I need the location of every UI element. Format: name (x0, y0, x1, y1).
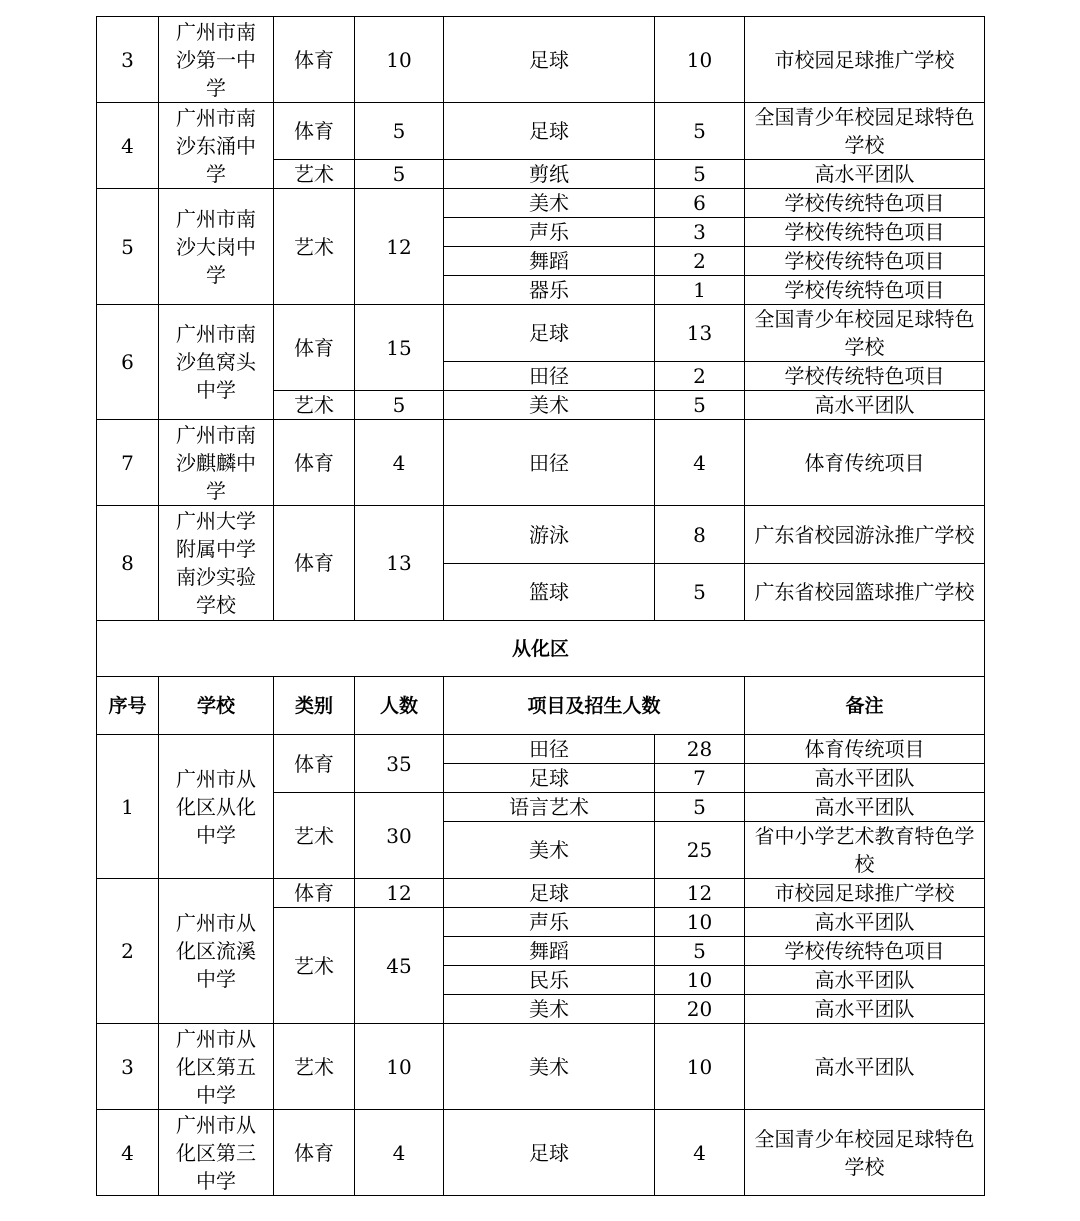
district-row (97, 621, 985, 677)
student-count: 13 (355, 506, 444, 621)
project: 舞蹈 (444, 247, 655, 276)
project: 足球 (444, 764, 655, 793)
student-count: 30 (355, 793, 444, 879)
note: 高水平团队 (745, 160, 985, 189)
table-row (97, 1110, 985, 1196)
note: 学校传统特色项目 (745, 247, 985, 276)
note: 学校传统特色项目 (745, 189, 985, 218)
table-row (97, 1024, 985, 1110)
project-count: 28 (655, 735, 745, 764)
row-number: 5 (97, 189, 159, 305)
note: 全国青少年校园足球特色学校 (745, 305, 985, 362)
project-count: 12 (655, 879, 745, 908)
district-title: 从化区 (97, 621, 985, 677)
project: 田径 (444, 362, 655, 391)
note: 学校传统特色项目 (745, 276, 985, 305)
note: 学校传统特色项目 (745, 362, 985, 391)
note: 高水平团队 (745, 908, 985, 937)
school-name: 广州市从化区从化中学 (159, 735, 274, 879)
category: 艺术 (274, 793, 355, 879)
header-note: 备注 (745, 677, 985, 735)
project-count: 4 (655, 1110, 745, 1196)
project: 足球 (444, 1110, 655, 1196)
project-count: 5 (655, 564, 745, 621)
note: 市校园足球推广学校 (745, 879, 985, 908)
school-name: 广州大学附属中学南沙实验学校 (159, 506, 274, 621)
table-row (97, 17, 985, 103)
project: 游泳 (444, 506, 655, 564)
note: 高水平团队 (745, 966, 985, 995)
note: 体育传统项目 (745, 735, 985, 764)
header-school: 学校 (159, 677, 274, 735)
row-number: 6 (97, 305, 159, 420)
row-number: 7 (97, 420, 159, 506)
category: 体育 (274, 1110, 355, 1196)
project-count: 1 (655, 276, 745, 305)
row-number: 1 (97, 735, 159, 879)
project: 美术 (444, 995, 655, 1024)
school-name: 广州市从化区第三中学 (159, 1110, 274, 1196)
school-name: 广州市从化区流溪中学 (159, 879, 274, 1024)
project-count: 10 (655, 17, 745, 103)
project: 美术 (444, 391, 655, 420)
project-count: 6 (655, 189, 745, 218)
table-row (97, 103, 985, 160)
project: 田径 (444, 735, 655, 764)
note: 高水平团队 (745, 764, 985, 793)
student-count: 4 (355, 1110, 444, 1196)
category: 艺术 (274, 189, 355, 305)
project-count: 5 (655, 160, 745, 189)
project: 声乐 (444, 218, 655, 247)
project: 语言艺术 (444, 793, 655, 822)
student-count: 12 (355, 189, 444, 305)
header-count: 人数 (355, 677, 444, 735)
note: 高水平团队 (745, 793, 985, 822)
note: 高水平团队 (745, 995, 985, 1024)
table-row (97, 879, 985, 908)
project: 足球 (444, 879, 655, 908)
header-category: 类别 (274, 677, 355, 735)
note: 市校园足球推广学校 (745, 17, 985, 103)
note: 高水平团队 (745, 391, 985, 420)
note: 学校传统特色项目 (745, 937, 985, 966)
project-count: 25 (655, 822, 745, 879)
note: 省中小学艺术教育特色学校 (745, 822, 985, 879)
student-count: 45 (355, 908, 444, 1024)
project: 美术 (444, 822, 655, 879)
project: 田径 (444, 420, 655, 506)
project-count: 4 (655, 420, 745, 506)
table-row (97, 305, 985, 362)
note: 高水平团队 (745, 1024, 985, 1110)
school-name: 广州市南沙大岗中学 (159, 189, 274, 305)
category: 体育 (274, 103, 355, 160)
student-count: 10 (355, 1024, 444, 1110)
student-count: 35 (355, 735, 444, 793)
table-row (97, 506, 985, 564)
project: 器乐 (444, 276, 655, 305)
row-number: 2 (97, 879, 159, 1024)
table-row (97, 735, 985, 764)
category: 艺术 (274, 160, 355, 189)
project-count: 10 (655, 1024, 745, 1110)
header-row (97, 677, 985, 735)
project: 足球 (444, 305, 655, 362)
note: 广东省校园游泳推广学校 (745, 506, 985, 564)
project: 舞蹈 (444, 937, 655, 966)
table-row (97, 420, 985, 506)
project: 美术 (444, 1024, 655, 1110)
project: 剪纸 (444, 160, 655, 189)
row-number: 3 (97, 1024, 159, 1110)
project-count: 3 (655, 218, 745, 247)
student-count: 15 (355, 305, 444, 391)
project-count: 5 (655, 937, 745, 966)
project: 声乐 (444, 908, 655, 937)
school-name: 广州市南沙鱼窝头中学 (159, 305, 274, 420)
note: 全国青少年校园足球特色学校 (745, 1110, 985, 1196)
category: 体育 (274, 506, 355, 621)
project: 足球 (444, 103, 655, 160)
project-count: 20 (655, 995, 745, 1024)
student-count: 12 (355, 879, 444, 908)
project-count: 5 (655, 391, 745, 420)
student-count: 5 (355, 391, 444, 420)
school-name: 广州市南沙麒麟中学 (159, 420, 274, 506)
school-name: 广州市从化区第五中学 (159, 1024, 274, 1110)
row-number: 3 (97, 17, 159, 103)
note: 全国青少年校园足球特色学校 (745, 103, 985, 160)
row-number: 8 (97, 506, 159, 621)
project-count: 10 (655, 966, 745, 995)
student-count: 10 (355, 17, 444, 103)
category: 艺术 (274, 908, 355, 1024)
category: 艺术 (274, 391, 355, 420)
student-count: 5 (355, 103, 444, 160)
row-number: 4 (97, 1110, 159, 1196)
project: 篮球 (444, 564, 655, 621)
category: 体育 (274, 420, 355, 506)
school-name: 广州市南沙第一中学 (159, 17, 274, 103)
note: 广东省校园篮球推广学校 (745, 564, 985, 621)
project-count: 2 (655, 247, 745, 276)
category: 体育 (274, 735, 355, 793)
project-count: 8 (655, 506, 745, 564)
header-project: 项目及招生人数 (444, 677, 745, 735)
project: 美术 (444, 189, 655, 218)
category: 体育 (274, 305, 355, 391)
project-count: 2 (655, 362, 745, 391)
row-number: 4 (97, 103, 159, 189)
note: 体育传统项目 (745, 420, 985, 506)
student-count: 5 (355, 160, 444, 189)
category: 体育 (274, 17, 355, 103)
project-count: 5 (655, 793, 745, 822)
project-count: 10 (655, 908, 745, 937)
project-count: 5 (655, 103, 745, 160)
note: 学校传统特色项目 (745, 218, 985, 247)
category: 体育 (274, 879, 355, 908)
category: 艺术 (274, 1024, 355, 1110)
project: 足球 (444, 17, 655, 103)
table-row (97, 189, 985, 218)
project-count: 7 (655, 764, 745, 793)
header-number: 序号 (97, 677, 159, 735)
project: 民乐 (444, 966, 655, 995)
enrollment-table (96, 16, 985, 1196)
school-name: 广州市南沙东涌中学 (159, 103, 274, 189)
student-count: 4 (355, 420, 444, 506)
project-count: 13 (655, 305, 745, 362)
